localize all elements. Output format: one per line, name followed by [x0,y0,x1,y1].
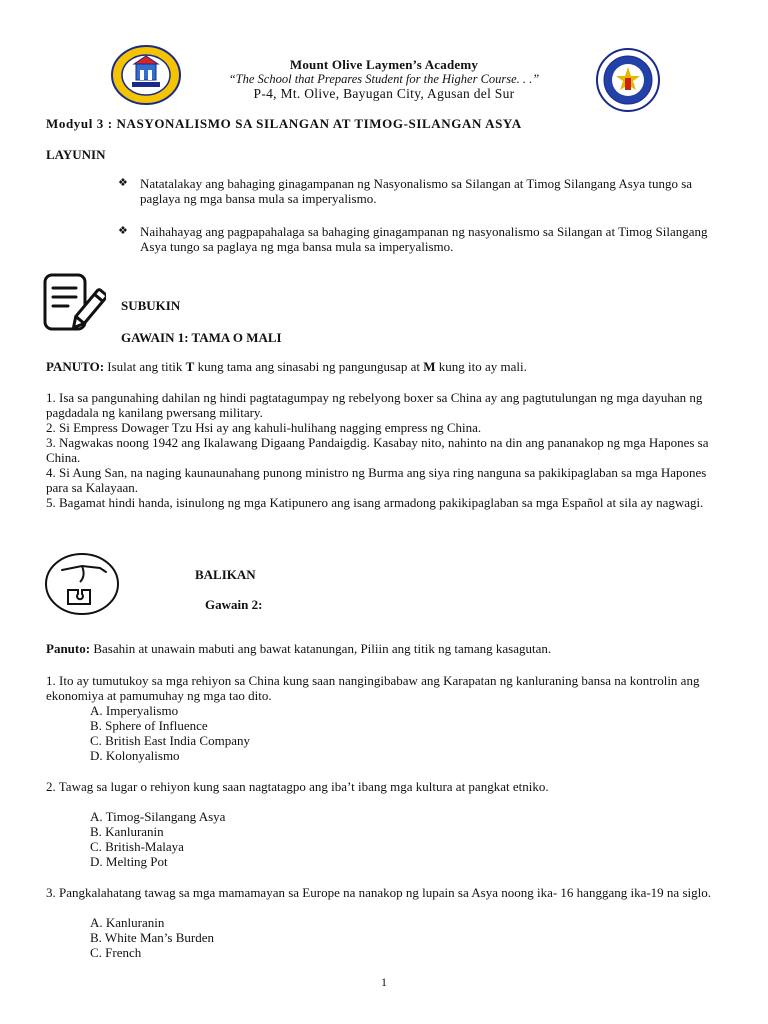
choice-option: C. British-Malaya [90,839,184,854]
page-number: 1 [381,975,387,989]
choice-option: A. Kanluranin [90,915,165,930]
question-1: 1. Ito ay tumutukoy sa mga rehiyon sa China kung saan nangingibabaw ang Karapatan ng kanluraning bansa na kontrolin ang ekonomiya at pamumuhay ng mga tao dito. [46,673,700,703]
diamond-bullet-icon: ❖ [118,177,128,189]
choice-option: B. Sphere of Influence [90,718,208,733]
true-false-item: 5. Bagamat hindi handa, isinulong ng mga Katipunero ang isang armadong pakikipaglaban sa mga Español at sila ay nagwagi. [46,495,704,510]
objective-item: ❖ Naihahayag ang pagpapahalaga sa bahaging ginagampanan ng nasyonalismo sa Silangan at Timog Silangang Asya tungo sa paglaya ng mga bansa mula sa imperyalismo. [118,224,708,254]
document-pencil-icon [42,272,106,336]
choice-option: B. Kanluranin [90,824,164,839]
choice-option: A. Imperyalismo [90,703,179,718]
true-false-item: 3. Nagwakas noong 1942 ang Ikalawang Digaang Pandaigdig. Kasabay nito, nahinto na din ang pananakop ng mga Hapones sa China. [46,435,709,465]
true-false-item: 4. Si Aung San, na naging kaunaunahang punong ministro ng Burma ang siya ring nanguna sa pakikipaglaban sa mga Hapones para sa Kalayaan. [46,465,707,495]
true-false-item: 2. Si Empress Dowager Tzu Hsi ay ang kahuli-hulihang nagging empress ng China. [46,420,482,435]
diamond-bullet-icon: ❖ [118,225,128,237]
choice-option: D. Melting Pot [90,854,168,869]
objectives-heading: LAYUNIN [46,147,106,162]
instructions-1: PANUTO: Isulat ang titik T kung tama ang sinasabi ng pangungusap at M kung ito ay mali. [46,359,527,374]
question-3: 3. Pangkalahatang tawag sa mga mamamayan sa Europe na nanakop ng lupain sa Asya noong ika- 16 hanggang ika-19 na siglo. [46,885,711,900]
objective-item: ❖ Natatalakay ang bahaging ginagampanan ng Nasyonalismo sa Silangan at Timog Silangang Asya tungo sa paglaya ng mga bansa mula sa imperyalismo. [118,176,693,206]
puzzle-hand-icon [44,552,120,616]
module-title: Modyul 3 : NASYONALISMO SA SILANGAN AT TIMOG-SILANGAN ASYA [46,116,522,131]
choice-option: B. White Man’s Burden [90,930,214,945]
choice-option: A. Timog-Silangang Asya [90,809,226,824]
school-name: Mount Olive Laymen’s Academy [289,57,479,72]
subukin-heading: SUBUKIN [121,298,181,313]
instructions-2: Panuto: Basahin at unawain mabuti ang bawat katanungan, Piliin ang titik ng tamang kasagutan. [46,641,552,656]
school-address: P-4, Mt. Olive, Bayugan City, Agusan del Sur [253,86,515,101]
activity-1-title: GAWAIN 1: TAMA O MALI [121,330,282,345]
true-false-item: 1. Isa sa pangunahing dahilan ng hindi pagtatagumpay ng rebelyong boxer sa China ay ang pagtutulungan ng mga dayuhan ng pagdadala ng kanilang pwersang military. [46,390,703,420]
question-2: 2. Tawag sa lugar o rehiyon kung saan nagtatagpo ang iba’t ibang mga kultura at pangkat etniko. [46,779,549,794]
choice-option: C. French [90,945,142,960]
balikan-heading: BALIKAN [195,567,256,582]
activity-2-title: Gawain 2: [205,597,263,612]
choice-option: C. British East India Company [90,733,250,748]
choice-option: D. Kolonyalismo [90,748,180,763]
school-motto: “The School that Prepares Student for the Higher Course. . .” [228,72,540,86]
